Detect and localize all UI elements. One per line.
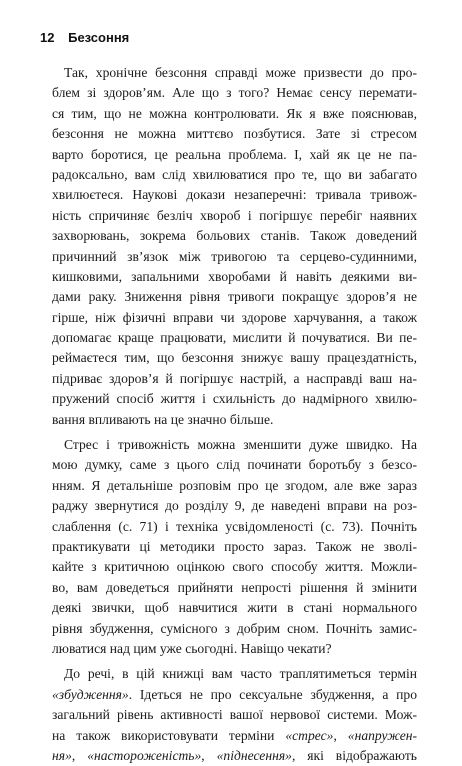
text-line xyxy=(52,746,417,766)
text-line xyxy=(52,726,417,746)
text-line: гірше, ніж фізичні вправи чи здорове харчування, а також xyxy=(52,309,417,325)
text-line: підриває здоров’я й погіршує настрій, а насправді ваш на- xyxy=(52,370,417,386)
text-line: ся тим, що не можна контролювати. Як я вже пояснював, xyxy=(52,105,417,121)
page-number: 12 xyxy=(40,30,55,45)
text-line: слаблення (с. 71) і техніка усвідомленості (с. 73). Почніть xyxy=(52,518,417,534)
paragraph-2 xyxy=(52,435,417,659)
text-line: допомагає краще працювати, мислити й почуватися. Ви пе- xyxy=(52,330,417,346)
term-italic: «збудження» xyxy=(52,686,129,702)
text-line: безсоння не можна миттєво позбутися. Зате зі стресом xyxy=(52,126,417,142)
text-line: нням. Я детальніше розповім про це згодом, але вже зараз xyxy=(52,477,417,493)
text-line: пружений спосіб життя і схильність до надмірного хвилю- xyxy=(52,391,417,407)
term-italic: «стрес» xyxy=(285,727,334,743)
text-line: Стрес і тривожність можна зменшити дуже швидко. На xyxy=(64,437,417,453)
text-line: радоксально, вам слід хвилюватися про те, що ви забагато xyxy=(52,166,417,182)
text-line: кайте з критичною оцінкою свого способу життя. Можли- xyxy=(52,559,417,575)
text-line: хвилюєтеся. Наукові докази незаперечні: тривала тривож- xyxy=(52,187,417,203)
text-run: . Ідеться не про сексуальне збудження, а про xyxy=(128,686,417,702)
term-italic: «напружен- xyxy=(347,727,417,743)
text-run: , xyxy=(201,747,217,763)
text-line: Так, хронічне безсоння справді може призвести до про- xyxy=(64,65,417,80)
text-line: варто боротися, це реальна проблема. І, хай як це не па- xyxy=(52,146,417,162)
text-line: захворювань, зокрема больових станів. Також доведений xyxy=(52,228,417,244)
text-line: кишковими, запальними хворобами й навіть деякими ви- xyxy=(52,268,417,284)
term-italic: ня» xyxy=(52,747,72,763)
text-line: люватися над цим уже сьогодні. Навіщо чекати? xyxy=(52,640,332,656)
paragraph-1 xyxy=(52,63,417,430)
text-line: во, вам доведеться прийняти непрості рішення й змінити xyxy=(52,579,417,595)
text-line: вання впливають на це значно більше. xyxy=(52,411,274,427)
text-run: , які відображають xyxy=(291,747,417,763)
running-title: Безсоння xyxy=(68,30,130,45)
text-line: ність спричиняє безліч хвороб і погіршує перебіг наявних xyxy=(52,207,417,223)
text-run: , xyxy=(71,747,88,763)
running-header xyxy=(40,30,129,45)
text-line: практикувати ці методики просто зараз. Також не зволі- xyxy=(52,538,417,554)
text-line: причинний зв’язок між тривогою та серцево-судинними, xyxy=(52,248,417,264)
text-run: на також використовувати терміни xyxy=(52,727,286,743)
text-line: реймаєтеся тим, що безсоння знижує вашу працездатність, xyxy=(52,350,417,366)
text-line: мою думку, саме з цього слід починати боротьбу з безсо- xyxy=(52,457,417,473)
term-italic: «піднесення» xyxy=(216,747,292,763)
paragraph-3 xyxy=(52,664,417,766)
term-italic: «настороженість» xyxy=(87,747,202,763)
text-run: , xyxy=(333,727,348,743)
text-line: До речі, в цій книжці вам часто траплятиметься термін xyxy=(64,666,417,682)
text-line xyxy=(52,685,417,705)
text-line: деякі звички, щоб навчитися жити в стані нормального xyxy=(52,600,417,616)
text-line: дами раку. Зниження рівня тривоги покращує здоров’я не xyxy=(52,289,417,305)
text-line: раджу звернутися до розділу 9, де наведені вправи на роз- xyxy=(52,498,417,514)
body-text xyxy=(52,63,417,766)
text-line: рівня збудження, сумісного з добрим сном. Почніть замис- xyxy=(52,620,417,636)
text-line: загальний рівень активності вашої нервової системи. Мож- xyxy=(52,707,417,723)
text-line: блем зі здоров’ям. Але що з того? Немає сенсу перемати- xyxy=(52,85,417,101)
